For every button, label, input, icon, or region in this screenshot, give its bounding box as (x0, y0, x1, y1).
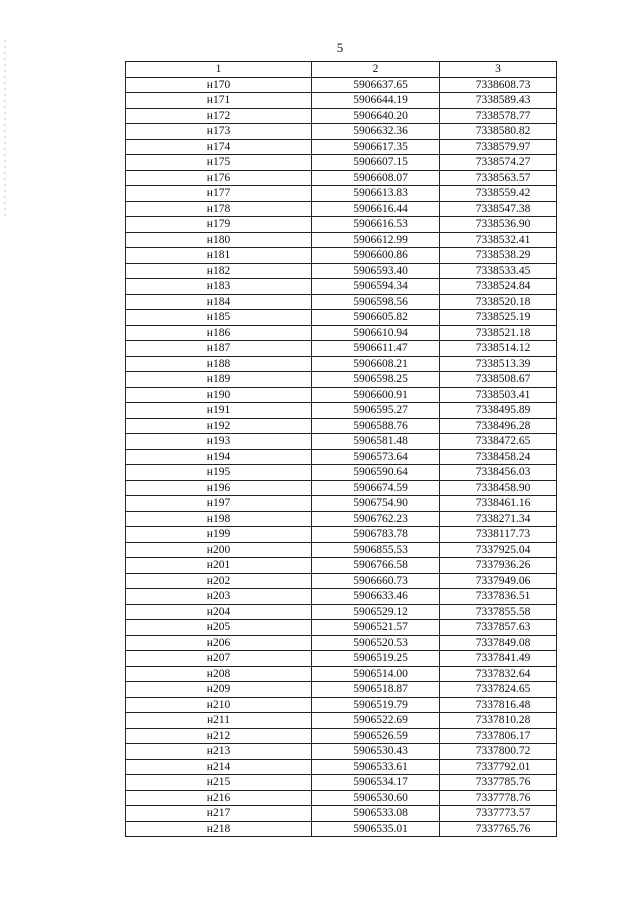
x-coordinate-cell: 5906590.64 (312, 465, 440, 481)
table-row (126, 201, 557, 217)
x-coordinate-cell: 5906605.82 (312, 310, 440, 326)
x-coordinate-cell: 5906644.19 (312, 93, 440, 109)
x-coordinate-cell: 5906640.20 (312, 108, 440, 124)
y-coordinate-cell: 7338513.39 (440, 356, 557, 372)
point-name-cell: н180 (126, 232, 312, 248)
table-row (126, 325, 557, 341)
table-row (126, 790, 557, 806)
y-coordinate-cell: 7338271.34 (440, 511, 557, 527)
point-name-cell: н215 (126, 775, 312, 791)
y-coordinate-cell: 7338117.73 (440, 527, 557, 543)
y-coordinate-cell: 7338589.43 (440, 93, 557, 109)
x-coordinate-cell: 5906519.79 (312, 697, 440, 713)
table-row (126, 232, 557, 248)
point-name-cell: н210 (126, 697, 312, 713)
point-name-cell: н182 (126, 263, 312, 279)
y-coordinate-cell: 7337792.01 (440, 759, 557, 775)
x-coordinate-cell: 5906598.25 (312, 372, 440, 388)
x-coordinate-cell: 5906594.34 (312, 279, 440, 295)
point-name-cell: н172 (126, 108, 312, 124)
x-coordinate-cell: 5906598.56 (312, 294, 440, 310)
point-name-cell: н196 (126, 480, 312, 496)
y-coordinate-cell: 7338472.65 (440, 434, 557, 450)
x-coordinate-cell: 5906610.94 (312, 325, 440, 341)
table-row (126, 496, 557, 512)
table-row (126, 310, 557, 326)
point-name-cell: н201 (126, 558, 312, 574)
x-coordinate-cell: 5906526.59 (312, 728, 440, 744)
x-coordinate-cell: 5906530.43 (312, 744, 440, 760)
point-name-cell: н204 (126, 604, 312, 620)
x-coordinate-cell: 5906514.00 (312, 666, 440, 682)
table-body (126, 77, 557, 837)
y-coordinate-cell: 7338458.24 (440, 449, 557, 465)
y-coordinate-cell: 7337836.51 (440, 589, 557, 605)
y-coordinate-cell: 7338525.19 (440, 310, 557, 326)
table-row (126, 666, 557, 682)
y-coordinate-cell: 7337778.76 (440, 790, 557, 806)
coordinates-table (125, 61, 557, 837)
point-name-cell: н214 (126, 759, 312, 775)
y-coordinate-cell: 7338508.67 (440, 372, 557, 388)
point-name-cell: н194 (126, 449, 312, 465)
table-row (126, 573, 557, 589)
point-name-cell: н212 (126, 728, 312, 744)
table-row (126, 387, 557, 403)
x-coordinate-cell: 5906533.61 (312, 759, 440, 775)
y-coordinate-cell: 7337816.48 (440, 697, 557, 713)
point-name-cell: н206 (126, 635, 312, 651)
page-number: 5 (336, 40, 344, 55)
point-name-cell: н176 (126, 170, 312, 186)
table-row (126, 821, 557, 837)
x-coordinate-cell: 5906521.57 (312, 620, 440, 636)
x-coordinate-cell: 5906632.36 (312, 124, 440, 140)
table-row (126, 713, 557, 729)
point-name-cell: н181 (126, 248, 312, 264)
y-coordinate-cell: 7338496.28 (440, 418, 557, 434)
point-name-cell: н192 (126, 418, 312, 434)
y-coordinate-cell: 7338608.73 (440, 77, 557, 93)
point-name-cell: н199 (126, 527, 312, 543)
x-coordinate-cell: 5906593.40 (312, 263, 440, 279)
y-coordinate-cell: 7338532.41 (440, 232, 557, 248)
y-coordinate-cell: 7338514.12 (440, 341, 557, 357)
table-row (126, 170, 557, 186)
x-coordinate-cell: 5906573.64 (312, 449, 440, 465)
point-name-cell: н208 (126, 666, 312, 682)
y-coordinate-cell: 7337785.76 (440, 775, 557, 791)
point-name-cell: н209 (126, 682, 312, 698)
x-coordinate-cell: 5906520.53 (312, 635, 440, 651)
y-coordinate-cell: 7338579.97 (440, 139, 557, 155)
point-name-cell: н174 (126, 139, 312, 155)
y-coordinate-cell: 7337857.63 (440, 620, 557, 636)
point-name-cell: н205 (126, 620, 312, 636)
table-row (126, 93, 557, 109)
point-name-cell: н203 (126, 589, 312, 605)
y-coordinate-cell: 7337806.17 (440, 728, 557, 744)
table-row (126, 186, 557, 202)
table-row (126, 651, 557, 667)
table-row (126, 124, 557, 140)
point-name-cell: н188 (126, 356, 312, 372)
x-coordinate-cell: 5906762.23 (312, 511, 440, 527)
x-coordinate-cell: 5906519.25 (312, 651, 440, 667)
table-row (126, 635, 557, 651)
point-name-cell: н184 (126, 294, 312, 310)
x-coordinate-cell: 5906529.12 (312, 604, 440, 620)
point-name-cell: н179 (126, 217, 312, 233)
table-row (126, 248, 557, 264)
point-name-cell: н178 (126, 201, 312, 217)
point-name-cell: н211 (126, 713, 312, 729)
point-name-cell: н190 (126, 387, 312, 403)
table-row (126, 356, 557, 372)
table-row (126, 542, 557, 558)
point-name-cell: н186 (126, 325, 312, 341)
table-row (126, 217, 557, 233)
x-coordinate-cell: 5906533.08 (312, 806, 440, 822)
point-name-cell: н183 (126, 279, 312, 295)
y-coordinate-cell: 7337800.72 (440, 744, 557, 760)
x-coordinate-cell: 5906612.99 (312, 232, 440, 248)
point-name-cell: н213 (126, 744, 312, 760)
table-row (126, 682, 557, 698)
x-coordinate-cell: 5906611.47 (312, 341, 440, 357)
x-coordinate-cell: 5906637.65 (312, 77, 440, 93)
point-name-cell: н177 (126, 186, 312, 202)
x-coordinate-cell: 5906534.17 (312, 775, 440, 791)
y-coordinate-cell: 7338461.16 (440, 496, 557, 512)
table-row (126, 403, 557, 419)
x-coordinate-cell: 5906766.58 (312, 558, 440, 574)
x-coordinate-cell: 5906518.87 (312, 682, 440, 698)
y-coordinate-cell: 7338547.38 (440, 201, 557, 217)
x-coordinate-cell: 5906607.15 (312, 155, 440, 171)
x-coordinate-cell: 5906588.76 (312, 418, 440, 434)
table-header-row (126, 62, 557, 78)
point-name-cell: н197 (126, 496, 312, 512)
x-coordinate-cell: 5906617.35 (312, 139, 440, 155)
x-coordinate-cell: 5906608.21 (312, 356, 440, 372)
point-name-cell: н175 (126, 155, 312, 171)
table-row (126, 728, 557, 744)
y-coordinate-cell: 7338574.27 (440, 155, 557, 171)
table-row (126, 527, 557, 543)
y-coordinate-cell: 7337832.64 (440, 666, 557, 682)
y-coordinate-cell: 7337824.65 (440, 682, 557, 698)
table-row (126, 108, 557, 124)
table-row (126, 511, 557, 527)
table-row (126, 697, 557, 713)
point-name-cell: н191 (126, 403, 312, 419)
point-name-cell: н217 (126, 806, 312, 822)
y-coordinate-cell: 7338559.42 (440, 186, 557, 202)
table-row (126, 759, 557, 775)
table-row (126, 620, 557, 636)
y-coordinate-cell: 7338521.18 (440, 325, 557, 341)
y-coordinate-cell: 7338520.18 (440, 294, 557, 310)
y-coordinate-cell: 7337765.76 (440, 821, 557, 837)
x-coordinate-cell: 5906783.78 (312, 527, 440, 543)
y-coordinate-cell: 7338524.84 (440, 279, 557, 295)
column-header-2: 2 (312, 62, 440, 78)
point-name-cell: н193 (126, 434, 312, 450)
table-row (126, 77, 557, 93)
y-coordinate-cell: 7337810.28 (440, 713, 557, 729)
point-name-cell: н200 (126, 542, 312, 558)
x-coordinate-cell: 5906613.83 (312, 186, 440, 202)
table-row (126, 449, 557, 465)
point-name-cell: н202 (126, 573, 312, 589)
table-row (126, 775, 557, 791)
x-coordinate-cell: 5906600.91 (312, 387, 440, 403)
y-coordinate-cell: 7338458.90 (440, 480, 557, 496)
y-coordinate-cell: 7338580.82 (440, 124, 557, 140)
table-row (126, 604, 557, 620)
y-coordinate-cell: 7338538.29 (440, 248, 557, 264)
y-coordinate-cell: 7337841.49 (440, 651, 557, 667)
y-coordinate-cell: 7337949.06 (440, 573, 557, 589)
point-name-cell: н218 (126, 821, 312, 837)
table-row (126, 155, 557, 171)
x-coordinate-cell: 5906600.86 (312, 248, 440, 264)
point-name-cell: н170 (126, 77, 312, 93)
point-name-cell: н198 (126, 511, 312, 527)
column-header-1: 1 (126, 62, 312, 78)
x-coordinate-cell: 5906633.46 (312, 589, 440, 605)
y-coordinate-cell: 7337855.58 (440, 604, 557, 620)
y-coordinate-cell: 7337936.26 (440, 558, 557, 574)
table-row (126, 279, 557, 295)
y-coordinate-cell: 7337773.57 (440, 806, 557, 822)
y-coordinate-cell: 7337849.08 (440, 635, 557, 651)
y-coordinate-cell: 7338495.89 (440, 403, 557, 419)
scan-margin-marks (4, 40, 6, 220)
y-coordinate-cell: 7338503.41 (440, 387, 557, 403)
x-coordinate-cell: 5906581.48 (312, 434, 440, 450)
column-header-3: 3 (440, 62, 557, 78)
table-row (126, 465, 557, 481)
table-row (126, 418, 557, 434)
x-coordinate-cell: 5906535.01 (312, 821, 440, 837)
point-name-cell: н207 (126, 651, 312, 667)
table-row (126, 480, 557, 496)
point-name-cell: н187 (126, 341, 312, 357)
x-coordinate-cell: 5906530.60 (312, 790, 440, 806)
point-name-cell: н171 (126, 93, 312, 109)
y-coordinate-cell: 7338456.03 (440, 465, 557, 481)
table-row (126, 372, 557, 388)
table-row (126, 558, 557, 574)
x-coordinate-cell: 5906522.69 (312, 713, 440, 729)
table-row (126, 263, 557, 279)
y-coordinate-cell: 7338533.45 (440, 263, 557, 279)
table-row (126, 806, 557, 822)
x-coordinate-cell: 5906616.44 (312, 201, 440, 217)
x-coordinate-cell: 5906608.07 (312, 170, 440, 186)
x-coordinate-cell: 5906660.73 (312, 573, 440, 589)
table-row (126, 341, 557, 357)
table-row (126, 139, 557, 155)
point-name-cell: н216 (126, 790, 312, 806)
table-row (126, 434, 557, 450)
x-coordinate-cell: 5906595.27 (312, 403, 440, 419)
y-coordinate-cell: 7338536.90 (440, 217, 557, 233)
point-name-cell: н173 (126, 124, 312, 140)
table-row (126, 744, 557, 760)
x-coordinate-cell: 5906616.53 (312, 217, 440, 233)
table-row (126, 294, 557, 310)
x-coordinate-cell: 5906855.53 (312, 542, 440, 558)
y-coordinate-cell: 7337925.04 (440, 542, 557, 558)
point-name-cell: н185 (126, 310, 312, 326)
y-coordinate-cell: 7338578.77 (440, 108, 557, 124)
x-coordinate-cell: 5906674.59 (312, 480, 440, 496)
x-coordinate-cell: 5906754.90 (312, 496, 440, 512)
point-name-cell: н189 (126, 372, 312, 388)
y-coordinate-cell: 7338563.57 (440, 170, 557, 186)
table-row (126, 589, 557, 605)
point-name-cell: н195 (126, 465, 312, 481)
